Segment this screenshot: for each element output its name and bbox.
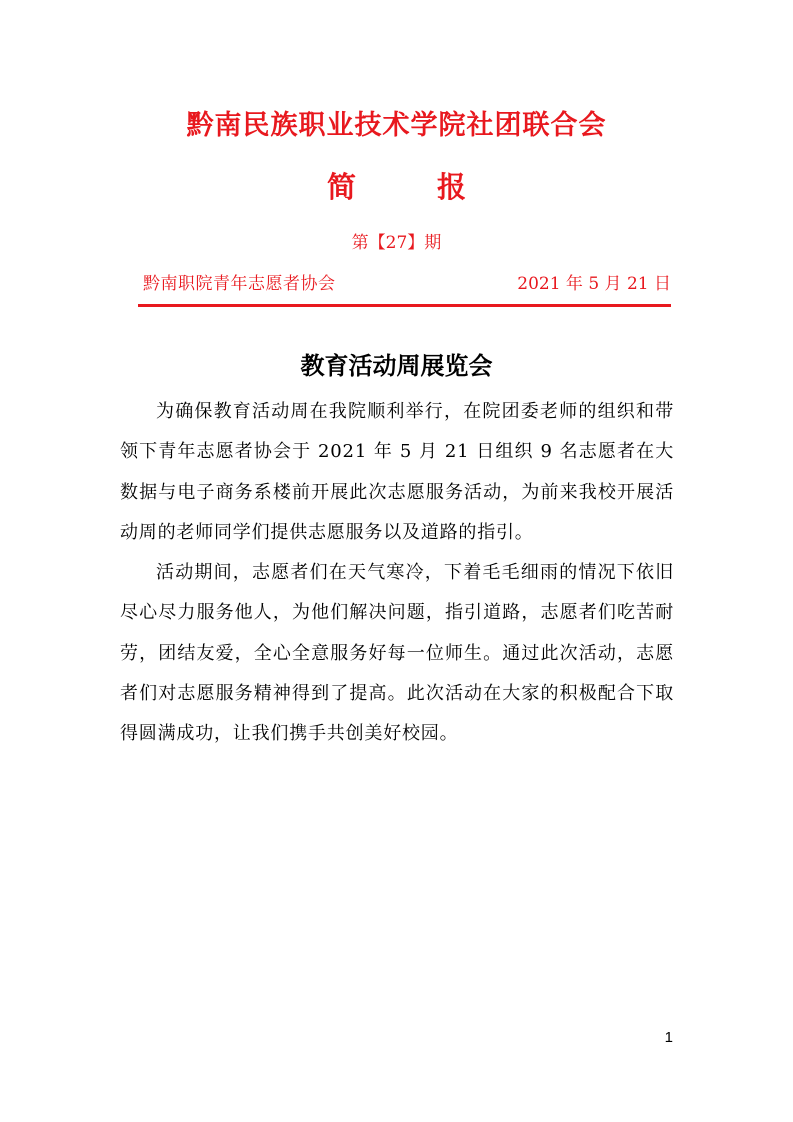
bulletin-title-char-2: 报 [437,170,467,204]
issue-date: 2021 年 5 月 21 日 [517,274,671,294]
issue-number: 第【27】期 [351,233,442,253]
article-paragraph-1: 为确保教育活动周在我院顺利举行，在院团委老师的组织和带领下青年志愿者协会于 2021 年 5 月 21 日组织 9 名志愿者在大数据与电子商务系楼前开展此次志愿服务活动，为前来我校开展活动周的老师同学们提供志愿服务以及道路的指引。 [120,401,674,543]
organization-title: 黔南民族职业技术学院社团联合会 [186,110,607,141]
issuer-name: 黔南职院青年志愿者协会 [143,274,336,294]
article-paragraph-2: 活动期间，志愿者们在天气寒冷，下着毛毛细雨的情况下依旧尽心尽力服务他人，为他们解决问题，指引道路，志愿者们吃苦耐劳，团结友爱，全心全意服务好每一位师生。通过此次活动，志愿者们对志愿服务精神得到了提高。此次活动在大家的积极配合下取得圆满成功，让我们携手共创美好校园。 [120,562,674,745]
article-body [120,392,674,755]
header-divider [138,304,671,307]
page-number: 1 [664,1029,673,1046]
article-title: 教育活动周展览会 [300,351,493,380]
bulletin-title-char-1: 简 [327,170,357,204]
